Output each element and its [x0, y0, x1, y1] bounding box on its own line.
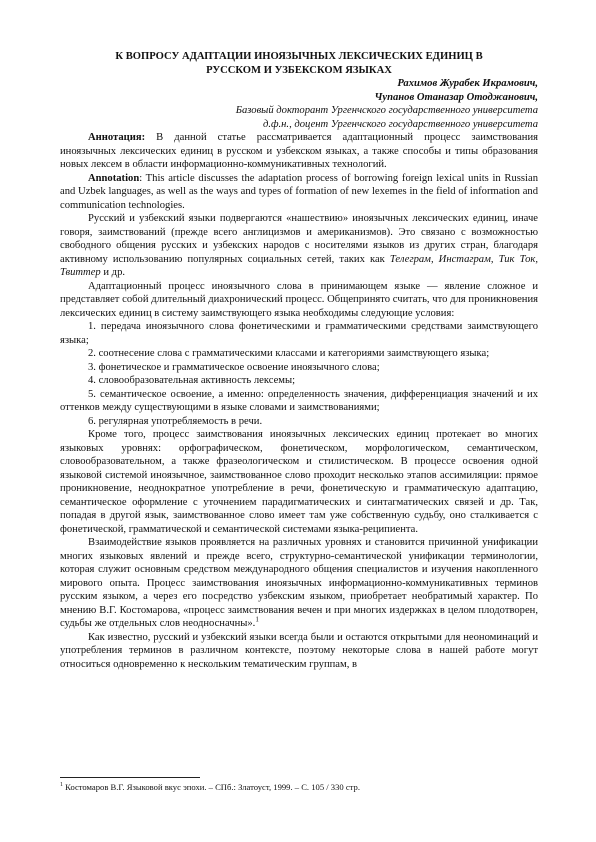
- paragraph-3: Кроме того, процесс заимствования иноязычных лексических единиц протекает во многих языковых уровнях: орфографическом, фонетическом, морфологическом, семантическом, словообразовательном, а также фразеологическом и стилистическом. В процессе освоения одной языковой системой иноязычное, заимствованное слово проходит несколько этапов ассимиляции: прямое проникновение, неоднократное употребление в речи, фонетическую и грамматическую адаптацию, семантическое оформление с уточнением парадигматических и синтагматических связей и др. Так, попадая в другой язык, заимствованное слово имеет там уже собственную судьбу, оно сталкивается с фонетической, грамматической и семантической системами языка-реципиента.: [60, 429, 538, 535]
- condition-3: 3. фонетическое и грамматическое освоение иноязычного слова;: [88, 361, 380, 373]
- abstract-ru: [60, 131, 538, 172]
- footnote: [60, 782, 538, 793]
- title-line-2: РУССКОМ И УЗБЕКСКОМ ЯЗЫКАХ: [206, 64, 392, 76]
- article-title: [60, 50, 538, 77]
- condition-1: 1. передача иноязычного слова фонетическими и грамматическими средствами заимствующего языка;: [60, 321, 538, 346]
- paragraph-4: [60, 536, 538, 631]
- paragraph-1: [60, 212, 538, 280]
- condition-5: 5. семантическое освоение, а именно: определенность значения, дифференциация значений и их оттенков между существующими в языке словами и заимствованиями;: [60, 388, 538, 413]
- footnote-text: Костомаров В.Г. Языковой вкус эпохи. – СПб.: Златоуст, 1999. – С. 105 / 330 стр.: [63, 782, 360, 792]
- affiliation-1: Базовый докторант Ургенчского государственного университета: [235, 105, 538, 116]
- abstract-en: [60, 172, 538, 213]
- affiliation-2: д.ф.н., доцент Ургенчского государственного университета: [263, 118, 538, 130]
- abstract-en-label: Annotation: [88, 172, 140, 184]
- condition-4: 4. словообразовательная активность лексемы;: [88, 375, 296, 386]
- paragraph-1-text: Русский и узбекский языки подвергаются «нашествию» иноязычных лексических единиц, иначе говоря, заимствований (прежде всего англицизмов и американизмов). Это связано с возможностью свободного общения русских и узбекских народов с носителями языков из других стран, благодаря активному использованию популярных социальных сетей, таких как: [60, 213, 538, 265]
- abstract-ru-text: В данной статье рассматривается адаптационный процесс заимствования иноязычных лексических единиц в русском и узбекском языках, а также способы и типы образования новых лексем в области информационно-коммуникативных технологий.: [60, 132, 538, 170]
- condition-2: 2. соотнесение слова с грамматическими классами и категориями заимствующего языка;: [88, 348, 490, 359]
- footnote-ref: 1: [255, 615, 259, 624]
- author-1: Рахимов Журабек Икрамович,: [397, 78, 538, 89]
- social-networks: Телеграм, Инстаграм, Тик Ток, Твиттер: [60, 253, 538, 278]
- footnote-mark: 1: [60, 782, 63, 789]
- article-body: [60, 50, 538, 671]
- paragraph-2: Адаптационный процесс иноязычного слова в принимающем языке — явление сложное и представляет собой длительный диахронический процесс. Общепринято считать, что для проникновения лексических единиц в систему заимствующего языка необходимы следующие условия:: [60, 280, 538, 319]
- title-line-1: К ВОПРОСУ АДАПТАЦИИ ИНОЯЗЫЧНЫХ ЛЕКСИЧЕСКИХ ЕДИНИЦ В: [115, 51, 483, 62]
- condition-6: 6. регулярная употребляемость в речи.: [88, 415, 263, 427]
- abstract-ru-label: Аннотация:: [88, 132, 146, 143]
- paragraph-4-text: Взаимодействие языков проявляется на различных уровнях и становится причинной унификации многих языковых явлений и прежде всего, структурно-семантической унификации терминологии, которая служит основным средством международного общения специалистов и изучения накопленного мирового опыта. Процесс заимствования иноязычных информационно-коммуникативных терминов русским языком, а через его посредство узбекским языком, приобретает необратимый характер. По мнению В.Г. Костомарова, «процесс заимствования вечен и при многих издержках в целом плодотворен, судьбы же отдельных слов неодносначны».: [60, 537, 538, 629]
- abstract-en-text: : This article discusses the adaptation process of borrowing foreign lexical units in Russian and Uzbek languages, as well as the ways and types of formation of new lexemes in the field of information and communication technologies.: [60, 172, 538, 211]
- author-2: Чупанов Отаназар Отоджанович,: [374, 91, 538, 103]
- footnote-divider: [60, 777, 200, 778]
- paragraph-5: Как известно, русский и узбекский языки всегда были и остаются открытыми для неономинаций и употребления терминов в различном контексте, поэтому некоторые слова в нашей работе могут относиться одновременно к нескольким тематическим группам, в: [60, 631, 538, 670]
- paragraph-1-end: и др.: [100, 267, 126, 278]
